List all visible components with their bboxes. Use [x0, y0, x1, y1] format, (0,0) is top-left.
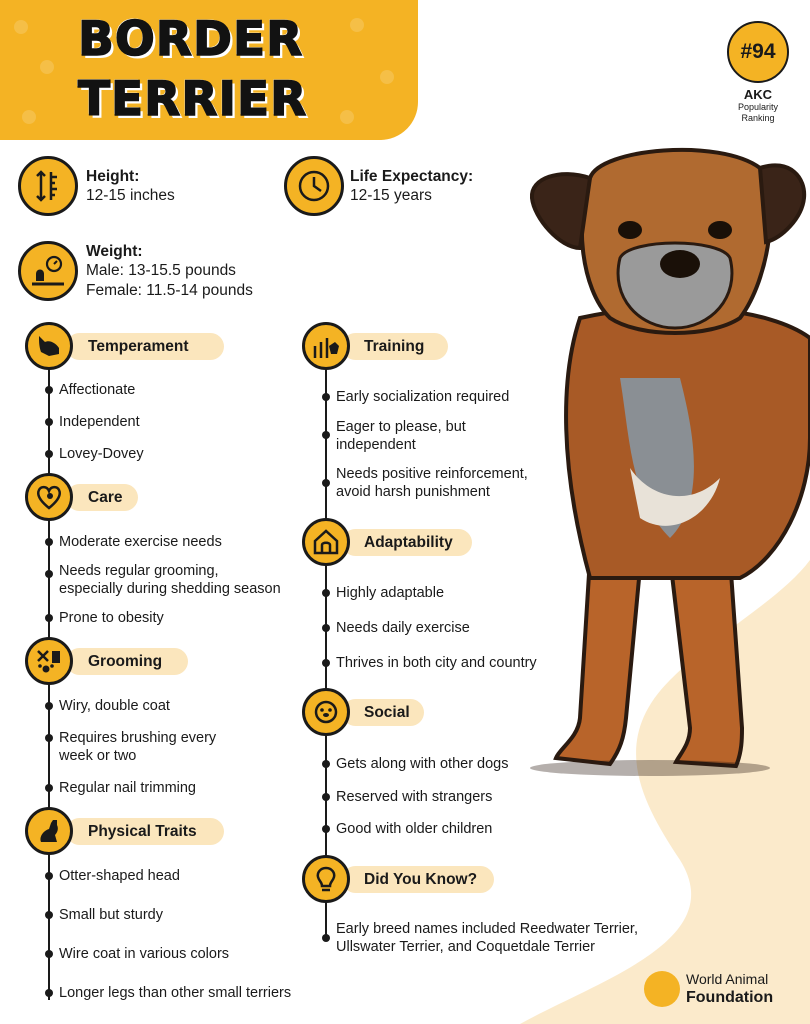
timeline-dot	[45, 989, 53, 997]
timeline-dot	[45, 950, 53, 958]
height-label: Height:	[86, 168, 140, 185]
training-item: Needs positive reinforcement,	[336, 466, 528, 482]
social-item: Reserved with strangers	[336, 789, 493, 805]
timeline-dot	[45, 418, 53, 426]
care-item: Prone to obesity	[59, 610, 164, 626]
clock-icon	[284, 156, 344, 216]
timeline-dot	[45, 614, 53, 622]
temperament-item: Affectionate	[59, 382, 136, 398]
training-item: Early socialization required	[336, 389, 510, 405]
light-bulb-icon	[302, 855, 350, 903]
training-item: independent	[336, 437, 416, 453]
timeline-dot	[45, 450, 53, 458]
physical-item: Small but sturdy	[59, 907, 163, 923]
timeline-dot	[322, 793, 330, 801]
timeline-dot	[322, 825, 330, 833]
dog-scale-icon	[18, 241, 78, 301]
timeline-dot	[45, 784, 53, 792]
sitting-dog-icon	[25, 807, 73, 855]
timeline-dot	[45, 734, 53, 742]
grooming-item: week or two	[59, 748, 137, 764]
timeline-dot	[322, 589, 330, 597]
social-heading: Social	[342, 699, 424, 726]
right-timeline-line	[325, 360, 327, 940]
paw-logo-icon	[644, 971, 680, 1007]
dog-house-icon	[302, 518, 350, 566]
physical-item: Longer legs than other small terriers	[59, 985, 292, 1001]
timeline-dot	[322, 659, 330, 667]
did-you-know-item: Ullswater Terrier, and Coquetdale Terrier	[336, 939, 595, 955]
rank-caption-line-1: Popularity	[737, 102, 779, 112]
timeline-dot	[45, 911, 53, 919]
rank-caption-line-2: Ranking	[741, 113, 775, 123]
timeline-dot	[45, 386, 53, 394]
life-expectancy-value: 12-15 years	[350, 187, 432, 204]
timeline-dot	[45, 702, 53, 710]
social-item: Good with older children	[336, 821, 493, 837]
rank-label: AKC	[743, 87, 773, 102]
adaptability-item: Needs daily exercise	[336, 620, 470, 636]
timeline-dot	[322, 934, 330, 942]
grooming-item: Regular nail trimming	[59, 780, 196, 796]
grooming-item: Requires brushing every	[59, 730, 217, 746]
dog-face-heart-icon	[302, 688, 350, 736]
adaptability-heading: Adaptability	[342, 529, 472, 556]
grooming-tools-icon	[25, 637, 73, 685]
title-line-2: TERRIER	[78, 72, 308, 127]
weight-female-value: Female: 11.5-14 pounds	[86, 282, 253, 299]
timeline-dot	[322, 431, 330, 439]
grooming-item: Wiry, double coat	[59, 698, 170, 714]
weight-label: Weight:	[86, 243, 143, 260]
timeline-dot	[322, 479, 330, 487]
rank-caption	[715, 102, 801, 124]
timeline-dot	[322, 624, 330, 632]
care-item: especially during shedding season	[59, 581, 281, 597]
training-heading: Training	[342, 333, 448, 360]
physical-item: Wire coat in various colors	[59, 946, 230, 962]
social-item: Gets along with other dogs	[336, 756, 509, 772]
care-heading: Care	[66, 484, 138, 511]
popularity-rank-badge: #94	[727, 21, 789, 83]
logo-text-line-2: Foundation	[686, 989, 774, 1006]
adaptability-item: Thrives in both city and country	[336, 655, 537, 671]
border-terrier-illustration	[520, 138, 810, 778]
ruler-height-icon	[18, 156, 78, 216]
agility-dog-icon	[302, 322, 350, 370]
temperament-heading: Temperament	[66, 333, 224, 360]
life-expectancy-label: Life Expectancy:	[350, 168, 474, 185]
physical-traits-heading: Physical Traits	[66, 818, 224, 845]
logo-text-line-1: World Animal	[686, 971, 769, 987]
timeline-dot	[45, 872, 53, 880]
dog-head-icon	[25, 322, 73, 370]
weight-male-value: Male: 13-15.5 pounds	[86, 262, 236, 279]
world-animal-foundation-logo	[644, 963, 804, 1015]
did-you-know-item: Early breed names included Reedwater Terrier,	[336, 921, 638, 937]
physical-item: Otter-shaped head	[59, 868, 180, 884]
timeline-dot	[45, 570, 53, 578]
timeline-dot	[322, 760, 330, 768]
height-value: 12-15 inches	[86, 187, 175, 204]
did-you-know-heading: Did You Know?	[342, 866, 494, 893]
training-item: Eager to please, but	[336, 419, 466, 435]
care-item: Needs regular grooming,	[59, 563, 219, 579]
care-item: Moderate exercise needs	[59, 534, 222, 550]
heart-dog-icon	[25, 473, 73, 521]
title-line-1: BORDER	[78, 12, 304, 67]
adaptability-item: Highly adaptable	[336, 585, 445, 601]
grooming-heading: Grooming	[66, 648, 188, 675]
temperament-item: Lovey-Dovey	[59, 446, 144, 462]
temperament-item: Independent	[59, 414, 140, 430]
timeline-dot	[45, 538, 53, 546]
title-banner	[0, 0, 418, 140]
timeline-dot	[322, 393, 330, 401]
training-item: avoid harsh punishment	[336, 484, 490, 500]
